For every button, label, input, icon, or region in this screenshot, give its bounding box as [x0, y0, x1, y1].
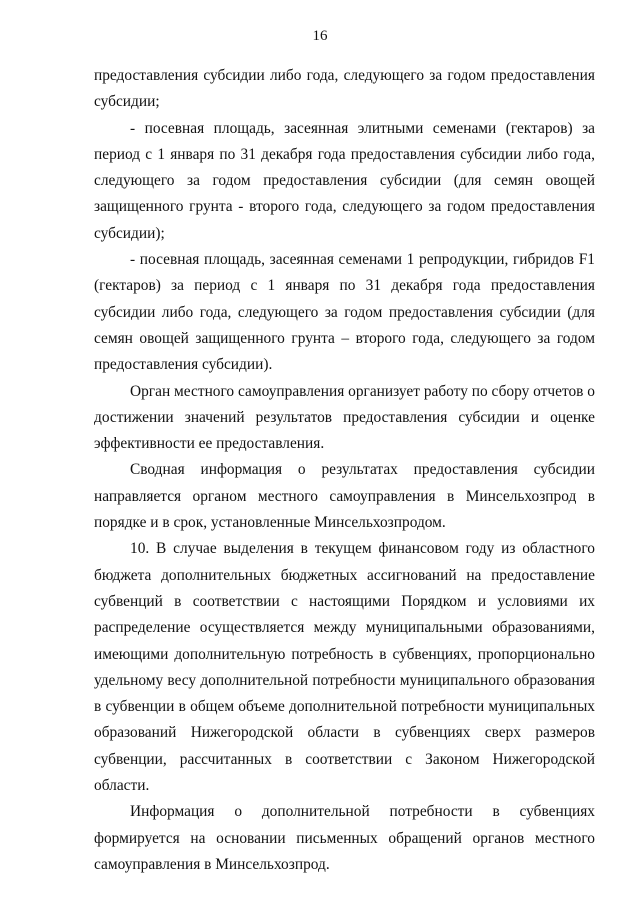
paragraph-continuation: предоставления субсидии либо года, следующего за годом предоставления субсидии;	[94, 67, 595, 111]
paragraph-first-reproduction-area: - посевная площадь, засеянная семенами 1 репродукции, гибридов F1 (гектаров) за период с 1 января по 31 декабря года предоставления субсидии либо года, следующего за годом предоставления субсидии (для семян овощей защищенного грунта – второго года, следующего за годом предоставления субсидии).	[94, 251, 595, 374]
paragraph-item-10: 10. В случае выделения в текущем финансовом году из областного бюджета дополнительных бюджетных ассигнований на предоставление субвенций в соответствии с настоящими Порядком и условиями их распределение осуществляется между муниципальными образованиями, имеющими дополнительную потребность в субвенциях, пропорционально удельному весу дополнительной потребности муниципального образования в субвенции в общем объеме дополнительной потребности муниципальных образований Нижегородской области в субвенциях сверх размеров субвенции, рассчитанных в соответствии с Законом Нижегородской области.	[94, 540, 595, 795]
paragraph-elite-seeds-area: - посевная площадь, засеянная элитными семенами (гектаров) за период с 1 января по 31 декабря года предоставления субсидии либо года, следующего за годом предоставления субсидии (для семян овощей защищенного грунта - второго года, следующего за годом предоставления субсидии);	[94, 119, 595, 242]
paragraph-additional-need: Информация о дополнительной потребности в субвенциях формируется на основании письменных обращений органов местного самоуправления в Минсельхозпрод.	[94, 803, 595, 873]
page-number: 16	[312, 28, 328, 44]
paragraph-summary-information: Сводная информация о результатах предоставления субсидии направляется органом местного самоуправления в Минсельхозпрод в порядке и в срок, установленные Минсельхозпродом.	[94, 461, 595, 532]
paragraph-report-collection: Орган местного самоуправления организует работу по сбору отчетов о достижении значений результатов предоставления субсидии и оценке эффективности ее предоставления.	[94, 382, 595, 453]
document-body	[94, 63, 595, 878]
